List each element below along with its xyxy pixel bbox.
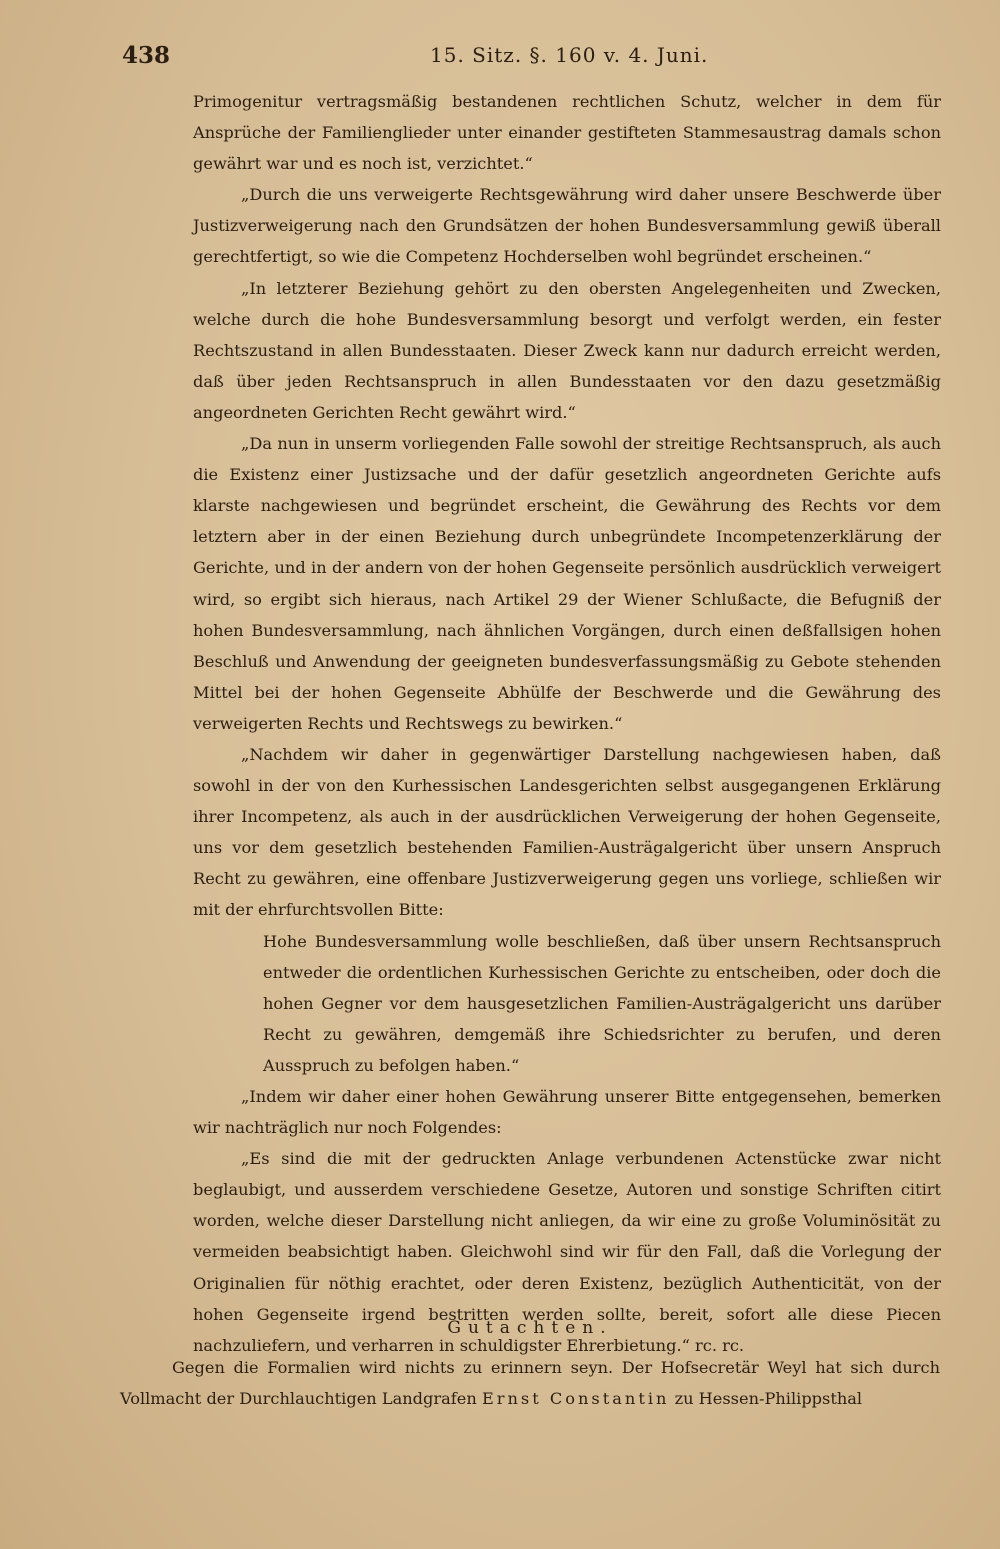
page-number: 438	[122, 42, 171, 69]
paragraph: „Indem wir daher einer hohen Gewährung unserer Bitte entgegensehen, bemerken wir nachträglich nur noch Folgendes:	[193, 1087, 941, 1138]
paragraph: „Durch die uns verweigerte Rechtsgewährung wird daher unsere Beschwerde über Justizverweigerung nach den Grundsätzen der hohen Bundesversammlung gewiß überall gerechtfertigt, so wie die Competenz Hochderselben wohl begründet erscheinen.“	[193, 185, 941, 267]
main-text	[193, 86, 941, 1361]
paragraph: „Da nun in unserm vorliegenden Falle sowohl der streitige Rechtsanspruch, als auch die Existenz einer Justizsache und der dafür gesetzlich angeordneten Gerichte aufs klarste nachgewiesen und begründet erscheint, die Gewährung des Rechts vor dem letztern aber in der einen Beziehung durch unbegründete Incompetenzerklärung der Gerichte, und in der andern von der hohen Gegenseite persönlich ausdrücklich verweigert wird, so ergibt sich hieraus, nach Artikel 29 der Wiener Schlußacte, die Befugniß der hohen Bundesversammlung, nach ähnlichen Vorgängen, durch einen deßfallsigen hohen Beschluß und Anwendung der geeigneten bundesverfassungsmäßig zu Gebote stehenden Mittel bei der hohen Gegenseite Abhülfe der Beschwerde und die Gewährung des verweigerten Rechts und Rechtswegs zu bewirken.“	[193, 434, 941, 733]
paragraph: „Es sind die mit der gedruckten Anlage verbundenen Actenstücke zwar nicht beglaubigt, und ausserdem verschiedene Gesetze, Autoren und sonstige Schriften citirt worden, welche dieser Darstellung nicht anliegen, da wir eine zu große Voluminösität zu vermeiden beabsichtigt haben. Gleichwohl sind wir für den Fall, daß die Vorlegung der Originalien für nöthig erachtet, oder deren Existenz, bezüglich Authenticität, von der hohen Gegenseite irgend bestritten werden sollte, bereit, sofort alle diese Piecen nachzuliefern, und verharren in schuldigster Ehrerbietung.“ rc. rc.	[193, 1149, 941, 1355]
paragraph-continuation: Primogenitur vertragsmäßig bestandenen rechtlichen Schutz, welcher in dem für Ansprüche der Familienglieder unter einander gestifteten Stammesaustrag damals schon gewährt war und es noch ist, verzichtet.“	[193, 92, 941, 174]
page-header	[120, 42, 940, 78]
section-heading: Gutachten.	[447, 1318, 613, 1338]
running-title: 15. Sitz. §. 160 v. 4. Juni.	[430, 43, 709, 67]
text-segment: Gegen die Formalien wird nichts zu erinnern seyn. Der Hofsecretär Weyl hat sich durch Vollmacht der Durchlauchtigen Landgrafen	[120, 1358, 940, 1409]
gutachten-text	[120, 1352, 940, 1414]
petition-quote: Hohe Bundesversammlung wolle beschließen, daß über unsern Rechtsanspruch entweder die ordentlichen Kurhessischen Gerichte zu entscheiben, oder doch die hohen Gegner vor dem hausgesetzlichen Familien-Austrägalgericht uns darüber Recht zu gewähren, demgemäß ihre Schiedsrichter zu berufen, und deren Ausspruch zu befolgen haben.“	[263, 931, 941, 1075]
person-name: Ernst Constantin	[481, 1389, 670, 1409]
text-segment: zu Hessen-Philippsthal	[669, 1389, 863, 1409]
paragraph: „In letzterer Beziehung gehört zu den obersten Angelegenheiten und Zwecken, welche durch die hohe Bundesversammlung besorgt und verfolgt werden, ein fester Rechtszustand in allen Bundesstaaten. Dieser Zweck kann nur dadurch erreicht werden, daß über jeden Rechtsanspruch in allen Bundesstaaten vor den dazu gesetzmäßig angeordneten Gerichten Recht gewährt wird.“	[193, 278, 941, 422]
paragraph: „Nachdem wir daher in gegenwärtiger Darstellung nachgewiesen haben, daß sowohl in der von den Kurhessischen Landesgerichten selbst ausgegangenen Erklärung ihrer Incompetenz, als auch in der ausdrücklichen Verweigerung der hohen Gegenseite, uns vor dem gesetzlich bestehenden Familien-Austrägalgericht über unsern Anspruch Recht zu gewähren, eine offenbare Justizverweigerung gegen uns vorliege, schließen wir mit der ehrfurchtsvollen Bitte:	[193, 744, 941, 920]
paragraph	[120, 1352, 940, 1414]
